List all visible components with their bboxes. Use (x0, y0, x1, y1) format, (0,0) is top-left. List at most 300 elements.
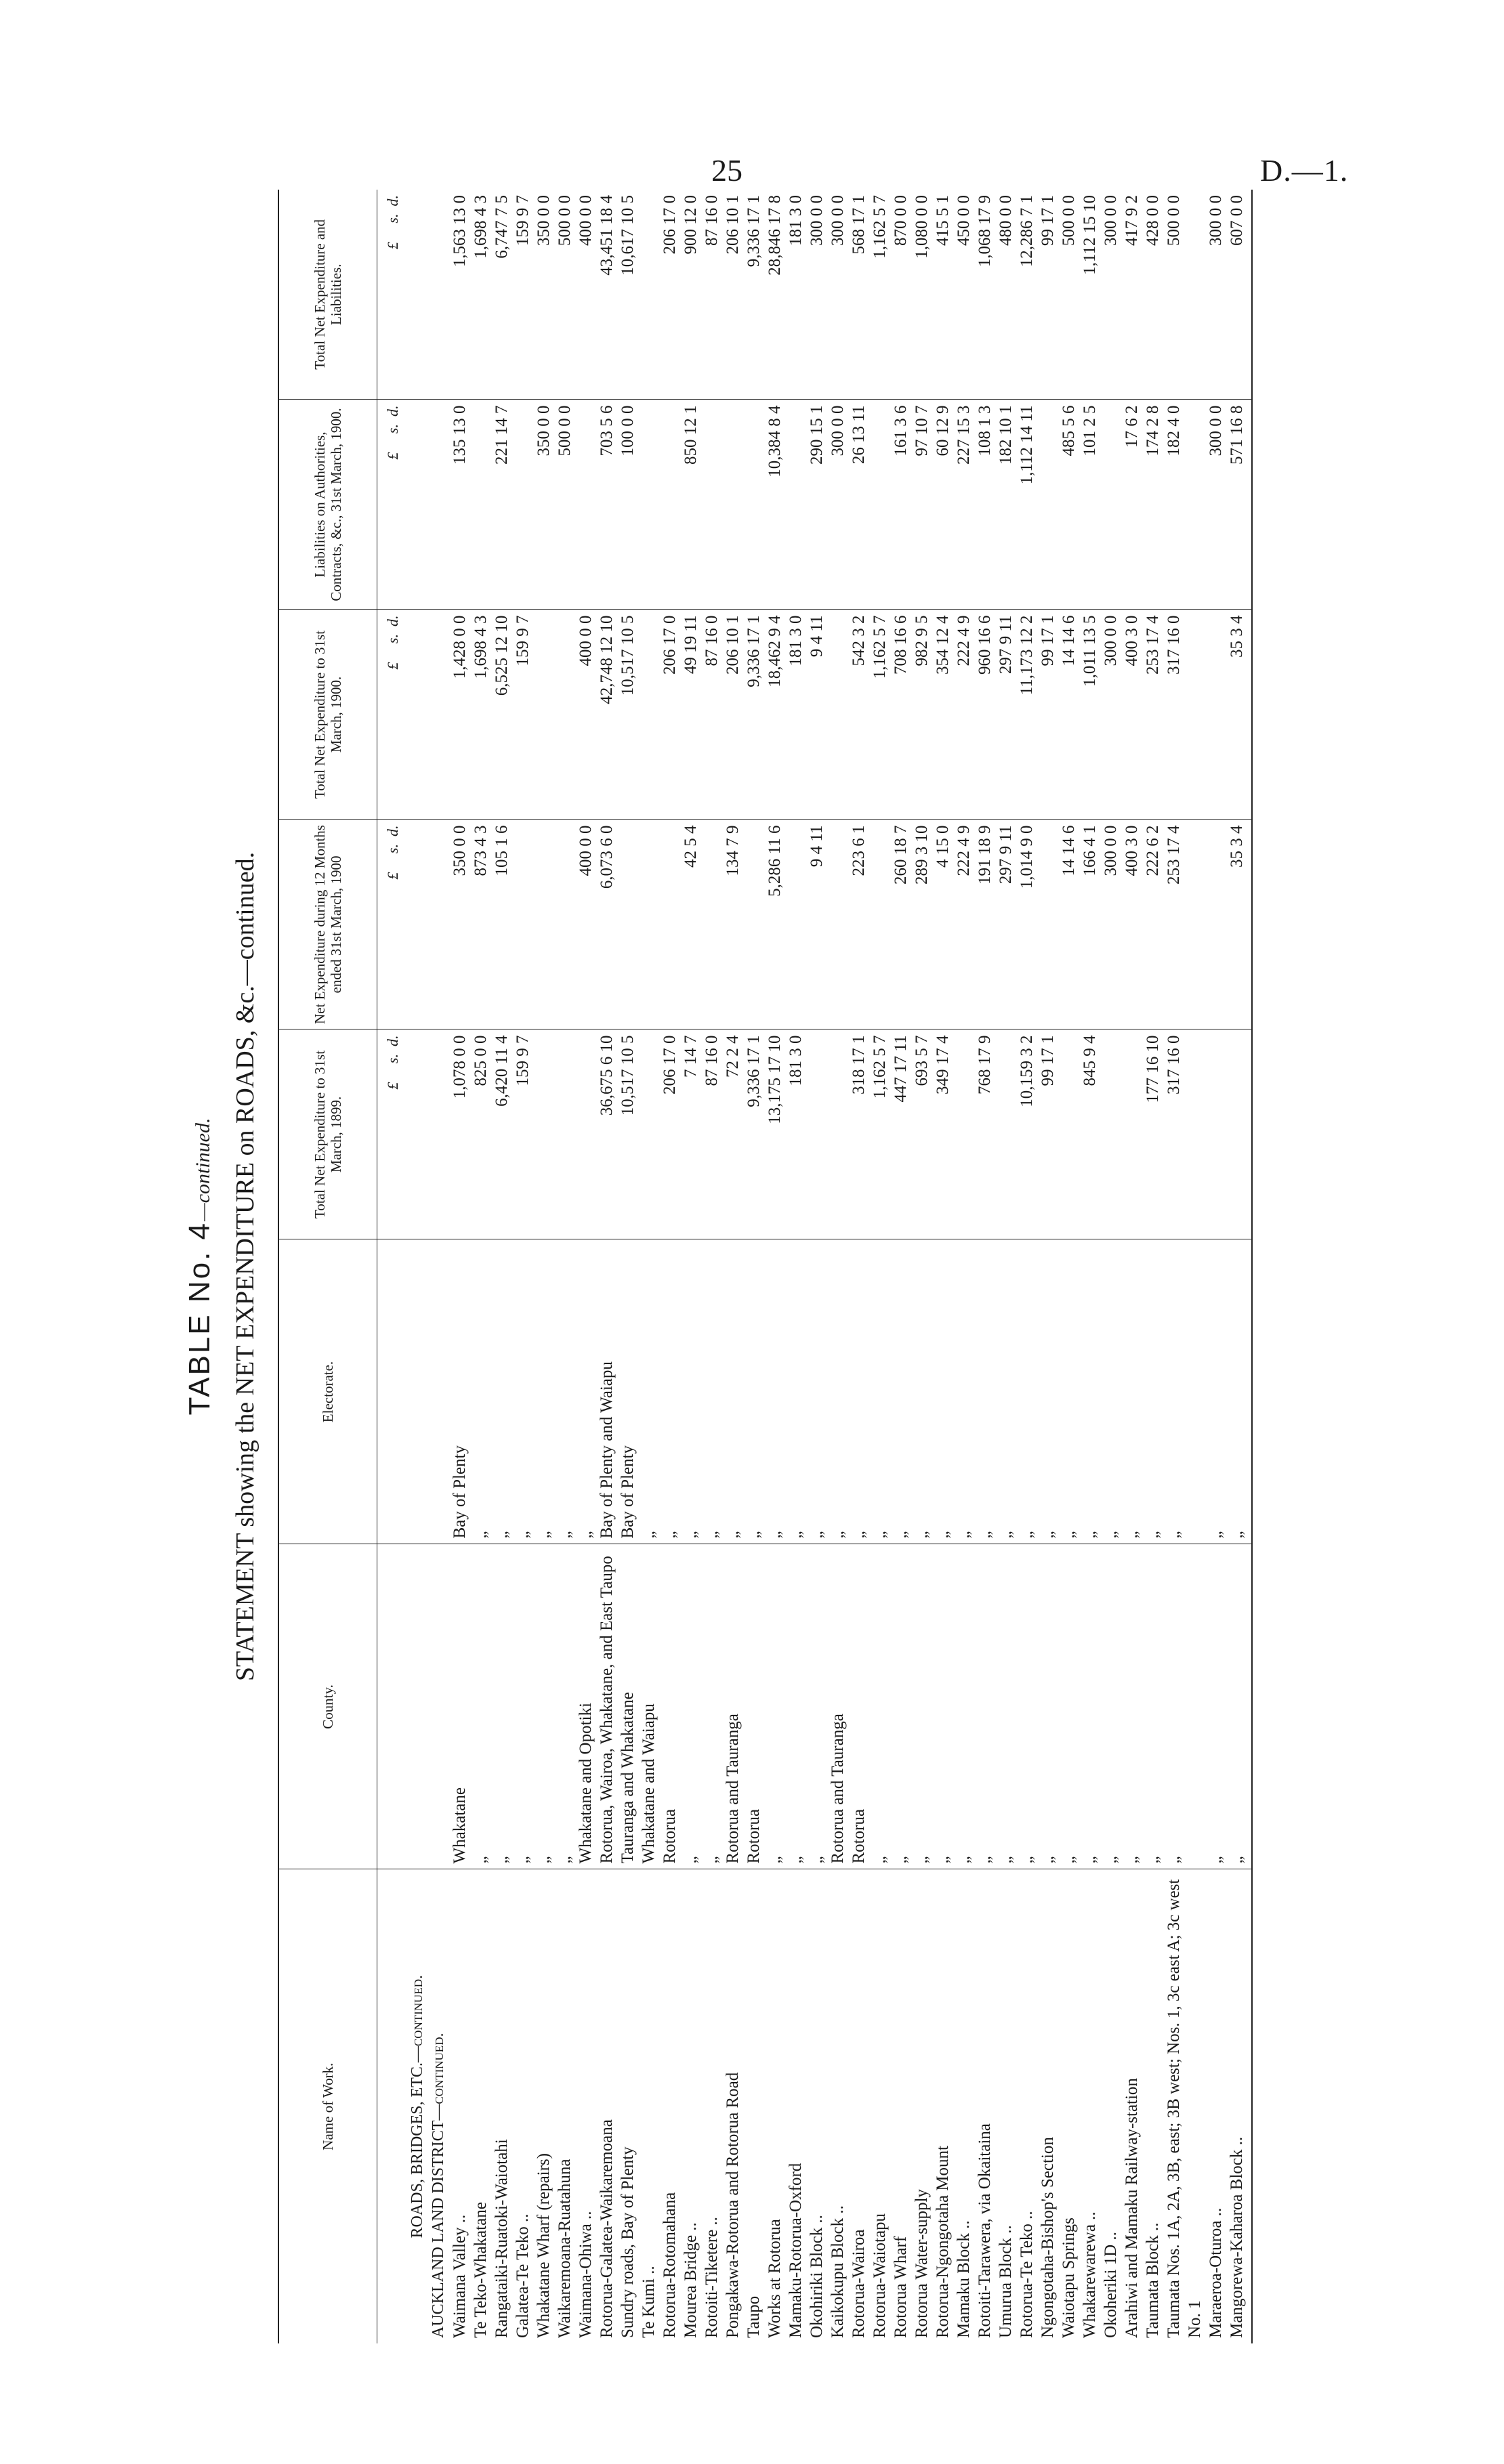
cell-liabilities: 135 13 0 (449, 400, 470, 610)
cell-total: 500 0 0 (554, 190, 575, 400)
cell-exp-1900: 400 0 0 (575, 610, 596, 820)
cell-electorate: „ (995, 1239, 1016, 1544)
cell-exp-1899: 1,078 0 0 (449, 1029, 470, 1239)
cell-exp-1900: 542 3 2 (848, 610, 869, 820)
cell-exp-12-months (701, 820, 722, 1029)
cell-exp-1900: 18,462 9 4 (764, 610, 785, 820)
cell-work-name: Pongakawa-Rotorua and Rotorua Road (724, 2072, 742, 2338)
cell-liabilities: 174 2 8 (1142, 400, 1163, 610)
cell-exp-12-months (554, 820, 575, 1029)
cell-county: „ (1121, 1544, 1142, 1869)
cell-exp-1900: 708 16 6 (890, 610, 911, 820)
cell-exp-1899 (638, 1029, 659, 1239)
col-county: County. (278, 1544, 377, 1869)
cell-exp-12-months (638, 820, 659, 1029)
cell-total: 568 17 1 (848, 190, 869, 400)
cell-work-name: Okohiriki Block .. (808, 2215, 826, 2338)
cell-exp-12-months: 166 4 1 (1079, 820, 1100, 1029)
cell-county: „ (1079, 1544, 1100, 1869)
cell-county: Rotorua and Tauranga (827, 1544, 848, 1869)
cell-total: 300 0 0 (1100, 190, 1121, 400)
cell-exp-1899: 87 16 0 (701, 1029, 722, 1239)
cell-work-name: Kaikokupu Block .. (829, 2205, 847, 2338)
cell-exp-1899: 349 17 4 (932, 1029, 953, 1239)
cell-total: 300 0 0 (827, 190, 848, 400)
cell-liabilities (785, 400, 806, 610)
page-reference: D.—1. (1260, 153, 1349, 188)
cell-work-name: Mamaku Block .. (955, 2220, 973, 2338)
table-row (974, 190, 995, 2343)
cell-work-name: Rotorua Water-supply (913, 2189, 931, 2338)
cell-exp-12-months: 400 3 0 (1121, 820, 1142, 1029)
cell-exp-1899: 693 5 7 (911, 1029, 932, 1239)
cell-liabilities (575, 400, 596, 610)
cell-liabilities: 182 10 1 (995, 400, 1016, 610)
cell-county: „ (932, 1544, 953, 1869)
cell-work-name: Waiotapu Springs (1060, 2217, 1078, 2338)
units-cell: £ s. d. (377, 610, 408, 820)
cell-county: „ (1058, 1544, 1079, 1869)
col-electorate: Electorate. (278, 1239, 377, 1544)
cell-county: Whakatane and Waiapu (638, 1544, 659, 1869)
cell-exp-12-months (617, 820, 638, 1029)
cell-exp-1900: 960 16 6 (974, 610, 995, 820)
cell-electorate: Bay of Plenty and Waiapu (596, 1239, 617, 1544)
cell-county: Tauranga and Whakatane (617, 1544, 638, 1869)
cell-work-name: Rotorua-Waiotapu (871, 2213, 889, 2338)
cell-total: 350 0 0 (533, 190, 554, 400)
cell-work-name: Rotorua Wharf (892, 2236, 910, 2338)
cell-exp-1899: 10,159 3 2 (1016, 1029, 1037, 1239)
cell-exp-12-months: 4 15 0 (932, 820, 953, 1029)
cell-exp-12-months (869, 820, 890, 1029)
table-row (869, 190, 890, 2343)
cell-work-name: Rotoiti-Tiketere .. (703, 2217, 721, 2338)
cell-exp-1899: 768 17 9 (974, 1029, 995, 1239)
cell-exp-1899: 36,675 6 10 (596, 1029, 617, 1239)
cell-total: 99 17 1 (1037, 190, 1058, 400)
cell-exp-1900: 400 3 0 (1121, 610, 1142, 820)
cell-electorate: „ (869, 1239, 890, 1544)
cell-liabilities: 850 12 1 (680, 400, 701, 610)
cell-county: „ (1226, 1544, 1252, 1869)
cell-exp-12-months: 253 17 4 (1163, 820, 1205, 1029)
cell-total: 1,068 17 9 (974, 190, 995, 400)
page-number: 25 (711, 153, 743, 188)
table-row (1037, 190, 1058, 2343)
cell-total: 300 0 0 (1205, 190, 1226, 400)
cell-exp-12-months: 222 4 9 (953, 820, 974, 1029)
cell-county: „ (470, 1544, 491, 1869)
cell-electorate: „ (701, 1239, 722, 1544)
cell-exp-12-months: 297 9 11 (995, 820, 1016, 1029)
cell-exp-1900: 222 4 9 (953, 610, 974, 820)
cell-total: 450 0 0 (953, 190, 974, 400)
cell-exp-1899 (827, 1029, 848, 1239)
cell-electorate: „ (1079, 1239, 1100, 1544)
cell-work-name: Taumata Block .. (1144, 2222, 1162, 2338)
cell-county: „ (1163, 1544, 1205, 1869)
cell-liabilities (659, 400, 680, 610)
cell-work-name: Arahiwi and Mamaku Railway-station (1123, 2078, 1141, 2338)
cell-total: 206 17 0 (659, 190, 680, 400)
cell-exp-1900: 1,011 13 5 (1079, 610, 1100, 820)
cell-exp-1900 (1205, 610, 1226, 820)
table-row (1058, 190, 1079, 2343)
cell-exp-1899 (575, 1029, 596, 1239)
cell-work-name: Rotorua-Galatea-Waikaremoana (598, 2119, 616, 2338)
cell-county: „ (890, 1544, 911, 1869)
cell-total: 1,112 15 10 (1079, 190, 1100, 400)
cell-exp-1900: 982 9 5 (911, 610, 932, 820)
cell-exp-12-months: 6,073 6 0 (596, 820, 617, 1029)
cell-county: „ (974, 1544, 995, 1869)
cell-work-name: Rotorua-Rotomahana (661, 2192, 679, 2338)
cell-total: 206 10 1 (722, 190, 743, 400)
cell-total: 300 0 0 (806, 190, 827, 400)
cell-total: 159 9 7 (512, 190, 533, 400)
cell-exp-12-months (533, 820, 554, 1029)
cell-work-name: Te Kumi .. (640, 2266, 658, 2338)
cell-exp-1900 (827, 610, 848, 820)
section-heading-row (407, 190, 428, 2343)
cell-total: 181 3 0 (785, 190, 806, 400)
cell-county: „ (1142, 1544, 1163, 1869)
cell-county: „ (953, 1544, 974, 1869)
cell-liabilities (1037, 400, 1058, 610)
cell-work-name: Whakarewarewa .. (1081, 2211, 1099, 2338)
cell-work-name: Taumata Nos. 1A, 2A, 3B, east; 3B west; Nos. 1, 3c east A; 3c west No. 1 (1165, 1879, 1204, 2338)
cell-county: „ (554, 1544, 575, 1869)
table-row (701, 190, 722, 2343)
cell-total: 900 12 0 (680, 190, 701, 400)
cell-exp-12-months: 400 0 0 (575, 820, 596, 1029)
table-row (1205, 190, 1226, 2343)
cell-exp-12-months: 105 1 6 (491, 820, 512, 1029)
cell-electorate: „ (806, 1239, 827, 1544)
cell-liabilities: 221 14 7 (491, 400, 512, 610)
cell-electorate: „ (554, 1239, 575, 1544)
cell-liabilities: 571 16 8 (1226, 400, 1252, 610)
cell-county: Whakatane (449, 1544, 470, 1869)
cell-exp-1900: 181 3 0 (785, 610, 806, 820)
cell-electorate: „ (890, 1239, 911, 1544)
cell-exp-1899: 317 16 0 (1163, 1029, 1205, 1239)
table-row (1100, 190, 1121, 2343)
cell-liabilities: 161 3 6 (890, 400, 911, 610)
cell-work-name: Mourea Bridge .. (682, 2222, 700, 2338)
col-total: Total Net Expenditure and Liabilities. (278, 190, 377, 400)
cell-exp-1899: 825 0 0 (470, 1029, 491, 1239)
cell-electorate: „ (575, 1239, 596, 1544)
cell-electorate: „ (1037, 1239, 1058, 1544)
cell-exp-1900: 300 0 0 (1100, 610, 1121, 820)
cell-liabilities (701, 400, 722, 610)
table-row (932, 190, 953, 2343)
expenditure-table (278, 190, 1253, 2343)
cell-electorate: „ (470, 1239, 491, 1544)
cell-county: Rotorua, Wairoa, Whakatane, and East Taupo (596, 1544, 617, 1869)
cell-work-name: Taupo (745, 2295, 763, 2338)
subsection-heading: AUCKLAND LAND DISTRICT—continued. (430, 2033, 447, 2338)
cell-work-name: Rotoiti-Tarawera, via Okaitaina (976, 2123, 994, 2338)
cell-liabilities: 500 0 0 (554, 400, 575, 610)
table-row (722, 190, 743, 2343)
cell-exp-1900: 49 19 11 (680, 610, 701, 820)
table-row (848, 190, 869, 2343)
cell-exp-1900 (638, 610, 659, 820)
cell-county: „ (764, 1544, 785, 1869)
cell-exp-1899 (953, 1029, 974, 1239)
cell-liabilities: 300 0 0 (1205, 400, 1226, 610)
cell-liabilities: 108 1 3 (974, 400, 995, 610)
table-row (953, 190, 974, 2343)
section-heading: ROADS, BRIDGES, ETC.—continued. (409, 1975, 426, 2238)
cell-total: 28,846 17 8 (764, 190, 785, 400)
cell-work-name: Rotorua-Te Teko .. (1018, 2211, 1036, 2338)
cell-liabilities: 100 0 0 (617, 400, 638, 610)
cell-exp-1899: 206 17 0 (659, 1029, 680, 1239)
cell-electorate: „ (827, 1239, 848, 1544)
cell-exp-12-months (827, 820, 848, 1029)
cell-exp-12-months (1205, 820, 1226, 1029)
cell-exp-1900: 9,336 17 1 (743, 610, 764, 820)
cell-county: „ (680, 1544, 701, 1869)
units-row (377, 190, 408, 2343)
cell-work-name: Waimana-Ohiwa .. (577, 2211, 595, 2338)
table-row (1142, 190, 1163, 2343)
cell-county: „ (1205, 1544, 1226, 1869)
cell-county: Rotorua and Tauranga (722, 1544, 743, 1869)
table-title (183, 190, 217, 2343)
cell-electorate: „ (911, 1239, 932, 1544)
statement-heading: STATEMENT showing the NET EXPENDITURE on ROADS, &c.—continued. (231, 851, 259, 1682)
cell-county: Rotorua (743, 1544, 764, 1869)
cell-electorate: „ (932, 1239, 953, 1544)
cell-electorate: „ (1121, 1239, 1142, 1544)
cell-exp-12-months: 9 4 11 (806, 820, 827, 1029)
cell-exp-1900: 1,698 4 3 (470, 610, 491, 820)
cell-exp-1900 (554, 610, 575, 820)
cell-exp-1899: 9,336 17 1 (743, 1029, 764, 1239)
cell-electorate: „ (638, 1239, 659, 1544)
cell-electorate: „ (1205, 1239, 1226, 1544)
col-exp-1900: Total Net Expenditure to 31st March, 1900. (278, 610, 377, 820)
cell-county: „ (911, 1544, 932, 1869)
cell-electorate: „ (1163, 1239, 1205, 1544)
cell-exp-12-months: 42 5 4 (680, 820, 701, 1029)
cell-liabilities (638, 400, 659, 610)
cell-work-name: Waikaremoana-Ruatahuna (556, 2159, 574, 2338)
cell-exp-1900: 297 9 11 (995, 610, 1016, 820)
table-row (785, 190, 806, 2343)
cell-liabilities: 97 10 7 (911, 400, 932, 610)
cell-exp-1899: 447 17 11 (890, 1029, 911, 1239)
col-liabilities: Liabilities on Authorities, Contracts, &c., 31st March, 1900. (278, 400, 377, 610)
cell-exp-1900: 14 14 6 (1058, 610, 1079, 820)
cell-total: 400 0 0 (575, 190, 596, 400)
cell-exp-1899: 99 17 1 (1037, 1029, 1058, 1239)
cell-electorate: „ (491, 1239, 512, 1544)
cell-exp-12-months (785, 820, 806, 1029)
cell-electorate: „ (512, 1239, 533, 1544)
cell-total: 500 0 0 (1163, 190, 1205, 400)
cell-county: „ (533, 1544, 554, 1869)
cell-exp-1900: 11,173 12 2 (1016, 610, 1037, 820)
cell-exp-1900: 10,517 10 5 (617, 610, 638, 820)
table-row (827, 190, 848, 2343)
cell-liabilities (722, 400, 743, 610)
cell-exp-1900: 317 16 0 (1163, 610, 1205, 820)
table-row (470, 190, 491, 2343)
cell-county: Rotorua (659, 1544, 680, 1869)
cell-electorate: „ (764, 1239, 785, 1544)
cell-exp-1900: 206 10 1 (722, 610, 743, 820)
cell-exp-1899 (1121, 1029, 1142, 1239)
cell-total: 12,286 7 1 (1016, 190, 1037, 400)
cell-county: „ (512, 1544, 533, 1869)
cell-exp-1899 (995, 1029, 1016, 1239)
cell-exp-12-months: 1,014 9 0 (1016, 820, 1037, 1029)
cell-electorate: „ (680, 1239, 701, 1544)
cell-exp-12-months: 222 6 2 (1142, 820, 1163, 1029)
table-row (1163, 190, 1205, 2343)
cell-total: 43,451 18 4 (596, 190, 617, 400)
cell-exp-1899: 177 16 10 (1142, 1029, 1163, 1239)
cell-exp-1900: 1,428 0 0 (449, 610, 470, 820)
cell-exp-1899: 72 2 4 (722, 1029, 743, 1239)
col-exp-1899: Total Net Expenditure to 31st March, 1899. (278, 1029, 377, 1239)
cell-total: 1,080 0 0 (911, 190, 932, 400)
cell-exp-1899 (554, 1029, 575, 1239)
table-row (680, 190, 701, 2343)
cell-liabilities: 300 0 0 (827, 400, 848, 610)
cell-exp-1900: 99 17 1 (1037, 610, 1058, 820)
cell-electorate: „ (1142, 1239, 1163, 1544)
cell-total: 1,563 13 0 (449, 190, 470, 400)
cell-exp-1899: 10,517 10 5 (617, 1029, 638, 1239)
cell-county: „ (806, 1544, 827, 1869)
cell-total: 1,698 4 3 (470, 190, 491, 400)
cell-exp-12-months: 350 0 0 (449, 820, 470, 1029)
cell-liabilities: 290 15 1 (806, 400, 827, 610)
table-number: TABLE No. 4 (183, 1220, 216, 1416)
cell-liabilities (869, 400, 890, 610)
cell-electorate: „ (974, 1239, 995, 1544)
cell-liabilities (1100, 400, 1121, 610)
table-row (638, 190, 659, 2343)
cell-exp-1899 (533, 1029, 554, 1239)
cell-total: 1,162 5 7 (869, 190, 890, 400)
table-row (575, 190, 596, 2343)
cell-exp-1900: 159 9 7 (512, 610, 533, 820)
cell-exp-1900: 206 17 0 (659, 610, 680, 820)
cell-exp-1899: 7 14 7 (680, 1029, 701, 1239)
units-cell: £ s. d. (377, 190, 408, 400)
cell-electorate: „ (743, 1239, 764, 1544)
table-row (1016, 190, 1037, 2343)
cell-liabilities: 10,384 8 4 (764, 400, 785, 610)
table-row (743, 190, 764, 2343)
cell-work-name: Okoheriki 1D .. (1102, 2232, 1120, 2338)
cell-county: „ (785, 1544, 806, 1869)
table-row (911, 190, 932, 2343)
table-row (1079, 190, 1100, 2343)
cell-liabilities (512, 400, 533, 610)
cell-exp-12-months: 873 4 3 (470, 820, 491, 1029)
table-row (659, 190, 680, 2343)
cell-exp-12-months: 260 18 7 (890, 820, 911, 1029)
cell-work-name: Ngongotaha-Bishop's Section (1039, 2137, 1057, 2338)
table-row (533, 190, 554, 2343)
cell-liabilities: 182 4 0 (1163, 400, 1205, 610)
cell-county: „ (1016, 1544, 1037, 1869)
cell-exp-1899: 159 9 7 (512, 1029, 533, 1239)
table-row (617, 190, 638, 2343)
cell-exp-1900 (533, 610, 554, 820)
cell-work-name: Rotorua-Wairoa (850, 2229, 868, 2338)
cell-work-name: Mamaku-Rotorua-Oxford (787, 2163, 805, 2338)
units-cell: £ s. d. (377, 820, 408, 1029)
cell-liabilities: 26 13 11 (848, 400, 869, 610)
cell-total: 87 16 0 (701, 190, 722, 400)
col-exp-12-months: Net Expenditure during 12 Months ended 31st March, 1900 (278, 820, 377, 1029)
cell-liabilities: 485 5 6 (1058, 400, 1079, 610)
cell-total: 9,336 17 1 (743, 190, 764, 400)
cell-work-name: Galatea-Te Teko .. (514, 2213, 532, 2338)
cell-exp-12-months: 35 3 4 (1226, 820, 1252, 1029)
cell-electorate: „ (722, 1239, 743, 1544)
cell-exp-1899 (1058, 1029, 1079, 1239)
cell-electorate: „ (1058, 1239, 1079, 1544)
cell-total: 428 0 0 (1142, 190, 1163, 400)
cell-exp-1900: 87 16 0 (701, 610, 722, 820)
cell-exp-1899: 1,162 5 7 (869, 1029, 890, 1239)
cell-work-name: Waimana Valley .. (451, 2214, 469, 2338)
cell-exp-12-months: 5,286 11 6 (764, 820, 785, 1029)
cell-total: 417 9 2 (1121, 190, 1142, 400)
table-continued: —continued. (192, 1118, 214, 1221)
cell-exp-1899: 13,175 17 10 (764, 1029, 785, 1239)
table-row (1121, 190, 1142, 2343)
cell-exp-12-months: 300 0 0 (1100, 820, 1121, 1029)
cell-county: „ (1037, 1544, 1058, 1869)
cell-work-name: Mangorewa-Kaharoa Block .. (1226, 1869, 1252, 2343)
units-cell: £ s. d. (377, 400, 408, 610)
table-row (1226, 190, 1252, 2343)
cell-total: 415 5 1 (932, 190, 953, 400)
cell-electorate: „ (1226, 1239, 1252, 1544)
cell-electorate: „ (1100, 1239, 1121, 1544)
cell-exp-1900: 9 4 11 (806, 610, 827, 820)
cell-county: Rotorua (848, 1544, 869, 1869)
cell-exp-12-months (1037, 820, 1058, 1029)
cell-electorate: „ (953, 1239, 974, 1544)
cell-county: Whakatane and Opotiki (575, 1544, 596, 1869)
table-row (995, 190, 1016, 2343)
cell-exp-1900: 1,162 5 7 (869, 610, 890, 820)
table-row (449, 190, 470, 2343)
cell-total (638, 190, 659, 400)
cell-exp-12-months (512, 820, 533, 1029)
cell-total: 607 0 0 (1226, 190, 1252, 400)
subsection-heading-row (428, 190, 449, 2343)
cell-exp-12-months: 223 6 1 (848, 820, 869, 1029)
table-header-row (278, 190, 377, 2343)
cell-liabilities: 703 5 6 (596, 400, 617, 610)
cell-liabilities: 101 2 5 (1079, 400, 1100, 610)
cell-liabilities: 1,112 14 11 (1016, 400, 1037, 610)
